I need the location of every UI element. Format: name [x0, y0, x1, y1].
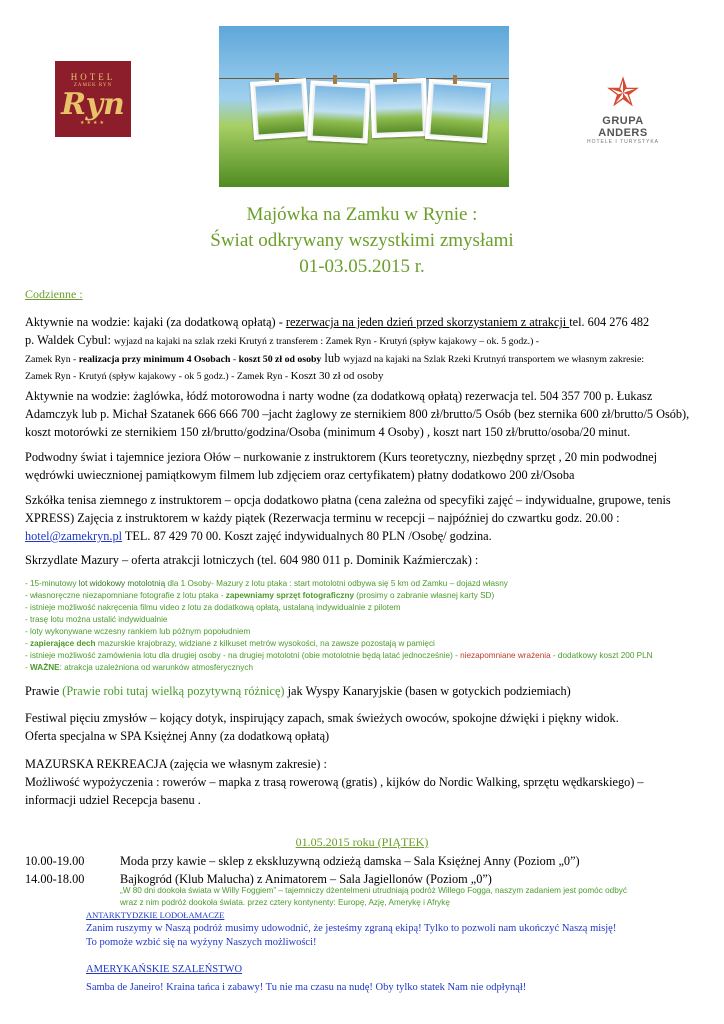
kayak-zamek-ryn: Zamek Ryn -	[25, 354, 79, 365]
diving-line2: wędrówki uwiecznionej pamiątkowym filmem lub zdjęciem oraz certyfikatem) płatny dodatkowo 200 zł/Osoba	[25, 468, 575, 482]
list-item: - własnoręczne niezapomniane fotografie z lotu ptaka - zapewniamy sprzęt fotograficzny (prosimy o zabranie własnej karty SD)	[25, 591, 495, 600]
sailing-line3: koszt motorówki ze sternikiem 150 zł/brutto/godzina/Osoba (minimum 4 Osoby) , koszt nart 150 zł/brutto/osoba/20 minut.	[25, 425, 631, 439]
canary-prawie: Prawie	[25, 684, 63, 698]
kayak-section	[25, 313, 715, 385]
tennis-line3: TEL. 87 429 70 00. Koszt zajęć indywidualnych 80 PLN /Osobę/ godzina.	[122, 529, 492, 543]
flights-list	[25, 578, 715, 674]
kayak-contact: p. Waldek Cybul:	[25, 333, 114, 347]
hotel-logo-line1: HOTEL	[70, 72, 116, 82]
list-item: - 15-minutowy lot widokowy motolotnią dla 1 Osoby- Mazury z lotu ptaka : start motolotni odbywa się 5 km od Zamku – dojazd własny	[25, 579, 508, 588]
title-line3: 01-03.05.2015 r.	[299, 256, 425, 277]
friday-schedule	[25, 852, 580, 888]
kayak-cost-50: koszt 50 zł od osoby	[238, 354, 322, 365]
kayak-trip-transfer: wyjazd na kajaki na szlak rzeki Krutyń z transferem : Zamek Ryn - Krutyń (spływ kajakowy – ok. 5 godz.) -	[113, 336, 540, 347]
hero-family-photos-banner	[219, 26, 509, 187]
family-photo-1	[250, 78, 310, 140]
hotel-logo-stars: ★★★★	[80, 121, 106, 126]
kayak-reservation-note: rezerwacja na jeden dzień przed skorzystaniem z atrakcji	[285, 315, 570, 329]
table-row: 10.00-19.00 Moda przy kawie – sklep z ekskluzywną odzieżą damska – Sala Księżnej Anny (Poziom „0”)	[25, 854, 580, 868]
american-heading: AMERYKAŃSKIE SZALEŃSTWO	[86, 964, 243, 975]
kayak-title: Aktywnie na wodzie: kajaki	[25, 315, 167, 329]
diving-section	[25, 448, 715, 484]
kayak-route: Zamek Ryn - Krutyń (spływ kajakowy - ok 5 godz.) - Zamek Ryn -	[25, 371, 291, 382]
recreation-line1: MAZURSKA REKREACJA (zajęcia we własnym zakresie) :	[25, 757, 327, 771]
recreation-line2: Możliwość wypożyczenia : rowerów – mapka z trasą rowerową (gratis) , kijków do Nordic Walking, sprzętu wędkarskiego) –	[25, 775, 644, 789]
anders-star-icon: ✯	[606, 70, 640, 116]
hotel-email-link[interactable]: hotel@zamekryn.pl	[25, 529, 123, 543]
canary-section	[25, 682, 571, 700]
antarctic-heading: ANTARKTYDZKIE LODOŁAMACZE	[86, 910, 225, 920]
american-text: Samba de Janeiro! Kraina tańca i zabawy! Tu nie ma czasu na nudę! Oby tylko statek Nam nie odpłynął!	[86, 982, 527, 993]
diving-line1: Podwodny świat i tajemnice jeziora Ołów – nurkowanie z instruktorem (Kurs teoretyczny, niezbędny sprzęt , 20 min podwodnej	[25, 450, 657, 464]
flights-heading: Skrzydlate Mazury – oferta atrakcji lotniczych (tel. 604 980 011 p. Dominik Kaźmierczak) :	[25, 553, 479, 567]
list-item: - istnieje możliwość nakręcenia filmu video z lotu za dodatkową opłatą, ustalaną indywidualnie z pilotem	[25, 603, 401, 612]
festival-line2: Oferta specjalna w SPA Księżnej Anny (za dodatkową opłatą)	[25, 729, 330, 743]
kayak-minimum-note: realizacja przy minimum 4 Osobach	[78, 354, 231, 365]
clothespin-icon	[453, 75, 457, 84]
list-item: - loty wykonywane wczesny rankiem lub późnym popołudniem	[25, 627, 251, 636]
family-photo-2	[307, 80, 370, 143]
clothespin-icon	[393, 73, 397, 82]
kayak-or: lub	[321, 351, 344, 365]
title-line1: Majówka na Zamku w Rynie :	[246, 204, 478, 225]
recreation-line3: informacji udziel Recepcja basenu .	[25, 793, 201, 807]
fogg-description: „W 80 dni dookoła świata w Willy Foggiem” – tajemniczy dżentelmeni utrudniają podróż Willego Fogga, naszym zadaniem jest pomóc odbyć wraz z nim podróż dookoła świata. przez cztery kontynenty: Europę, Azję, Amerykę i Afrykę	[120, 886, 627, 907]
list-item: - zapierające dech mazurskie krajobrazy, widziane z kilkuset metrów wysokości, na zawsze pozostają w pamięci	[25, 639, 435, 648]
family-photo-3	[370, 78, 428, 138]
recreation-section	[25, 755, 644, 809]
sailing-line1: Aktywnie na wodzie: żaglówka, łódź motorowodna i narty wodne (za dodatkową opłatą) rezerwacja tel. 504 357 700 p. Łukasz	[25, 389, 653, 403]
kayak-fee-note: (za dodatkową opłatą) -	[166, 315, 286, 329]
sailing-line2: Adamczyk lub p. Michał Szatanek 666 666 700 –jacht żaglowy ze sternikiem 800 zł/brutto/5 Osób (bez sternika 600 zł/brutto/5 Osób),	[25, 407, 690, 421]
family-photo-4	[425, 79, 491, 143]
friday-heading: 01.05.2015 roku (PIĄTEK)	[295, 835, 429, 849]
grupa-anders-logo	[581, 71, 665, 151]
kayak-phone: tel. 604 276 482	[569, 315, 650, 329]
clothespin-icon	[275, 73, 279, 82]
hotel-zamek-ryn-logo	[55, 61, 131, 137]
clothesline	[219, 78, 509, 79]
title-line2: Świat odkrywany wszystkimi zmysłami	[210, 230, 514, 251]
antarctic-text: Zanim ruszymy w Naszą podróż musimy udowodnić, że jesteśmy zgraną ekipą! Tylko to pozwoli nam ukończyć Naszą misję! To pomoże wzbić się na wyżyny Naszych możliwości!	[86, 923, 617, 948]
festival-section	[25, 709, 619, 745]
table-row: 14.00-18.00 Bajkogród (Klub Malucha) z Animatorem – Sala Jagiellonów (Poziom „0”)	[25, 872, 492, 886]
tennis-line2: XPRESS) Zajęcia z instruktorem w każdy piątek (Rezerwacja terminu w recepcji – najpóźniej do czwartku godz. 20.00 :	[25, 511, 620, 525]
tennis-section	[25, 491, 715, 545]
kayak-own-transport: wyjazd na kajaki na Szlak Rzeki Krutnyń transportem we własnym zakresie:	[343, 354, 645, 365]
grupa-anders-tagline: HOTELE I TURYSTYKA	[587, 139, 659, 145]
list-item: - WAŻNE: atrakcja uzależniona od warunków atmosferycznych	[25, 663, 254, 672]
clothespin-icon	[333, 75, 337, 84]
daily-heading: Codzienne :	[25, 287, 83, 301]
kayak-cost-30: Koszt 30 zł od osoby	[290, 370, 384, 382]
hotel-logo-line3: Ryn	[61, 87, 125, 122]
sailing-section	[25, 387, 715, 441]
list-item: - istnieje możliwość zamówienia lotu dla drugiej osoby - na drugiej motolotni (obie motolotnie będą latać jednocześnie) - niezapomniane wrażenia - dodatkowy koszt 200 PLN	[25, 651, 653, 660]
kayak-separator: -	[230, 354, 239, 365]
list-item: - trasę lotu można ustalić indywidualnie	[25, 615, 168, 624]
page-title	[0, 202, 724, 280]
grupa-anders-name: GRUPA ANDERS	[598, 115, 648, 139]
festival-line1: Festiwal pięciu zmysłów – kojący dotyk, inspirujący zapach, smak świeżych owoców, spokojne dźwięki i piękny widok.	[25, 711, 619, 725]
hotel-logo-line2: ZAMEK RYN	[73, 83, 113, 88]
canary-wyspy: jak Wyspy Kanaryjskie	[284, 684, 406, 698]
tennis-line1: Szkółka tenisa ziemnego z instruktorem – opcja dodatkowo płatna (cena zależna od specyfiki zajęć – indywidualne, grupowe, tenis	[25, 493, 671, 507]
canary-pool: (basen w gotyckich podziemiach)	[405, 684, 571, 698]
canary-note: (Prawie robi tutaj wielką pozytywną różnicę)	[62, 684, 285, 698]
